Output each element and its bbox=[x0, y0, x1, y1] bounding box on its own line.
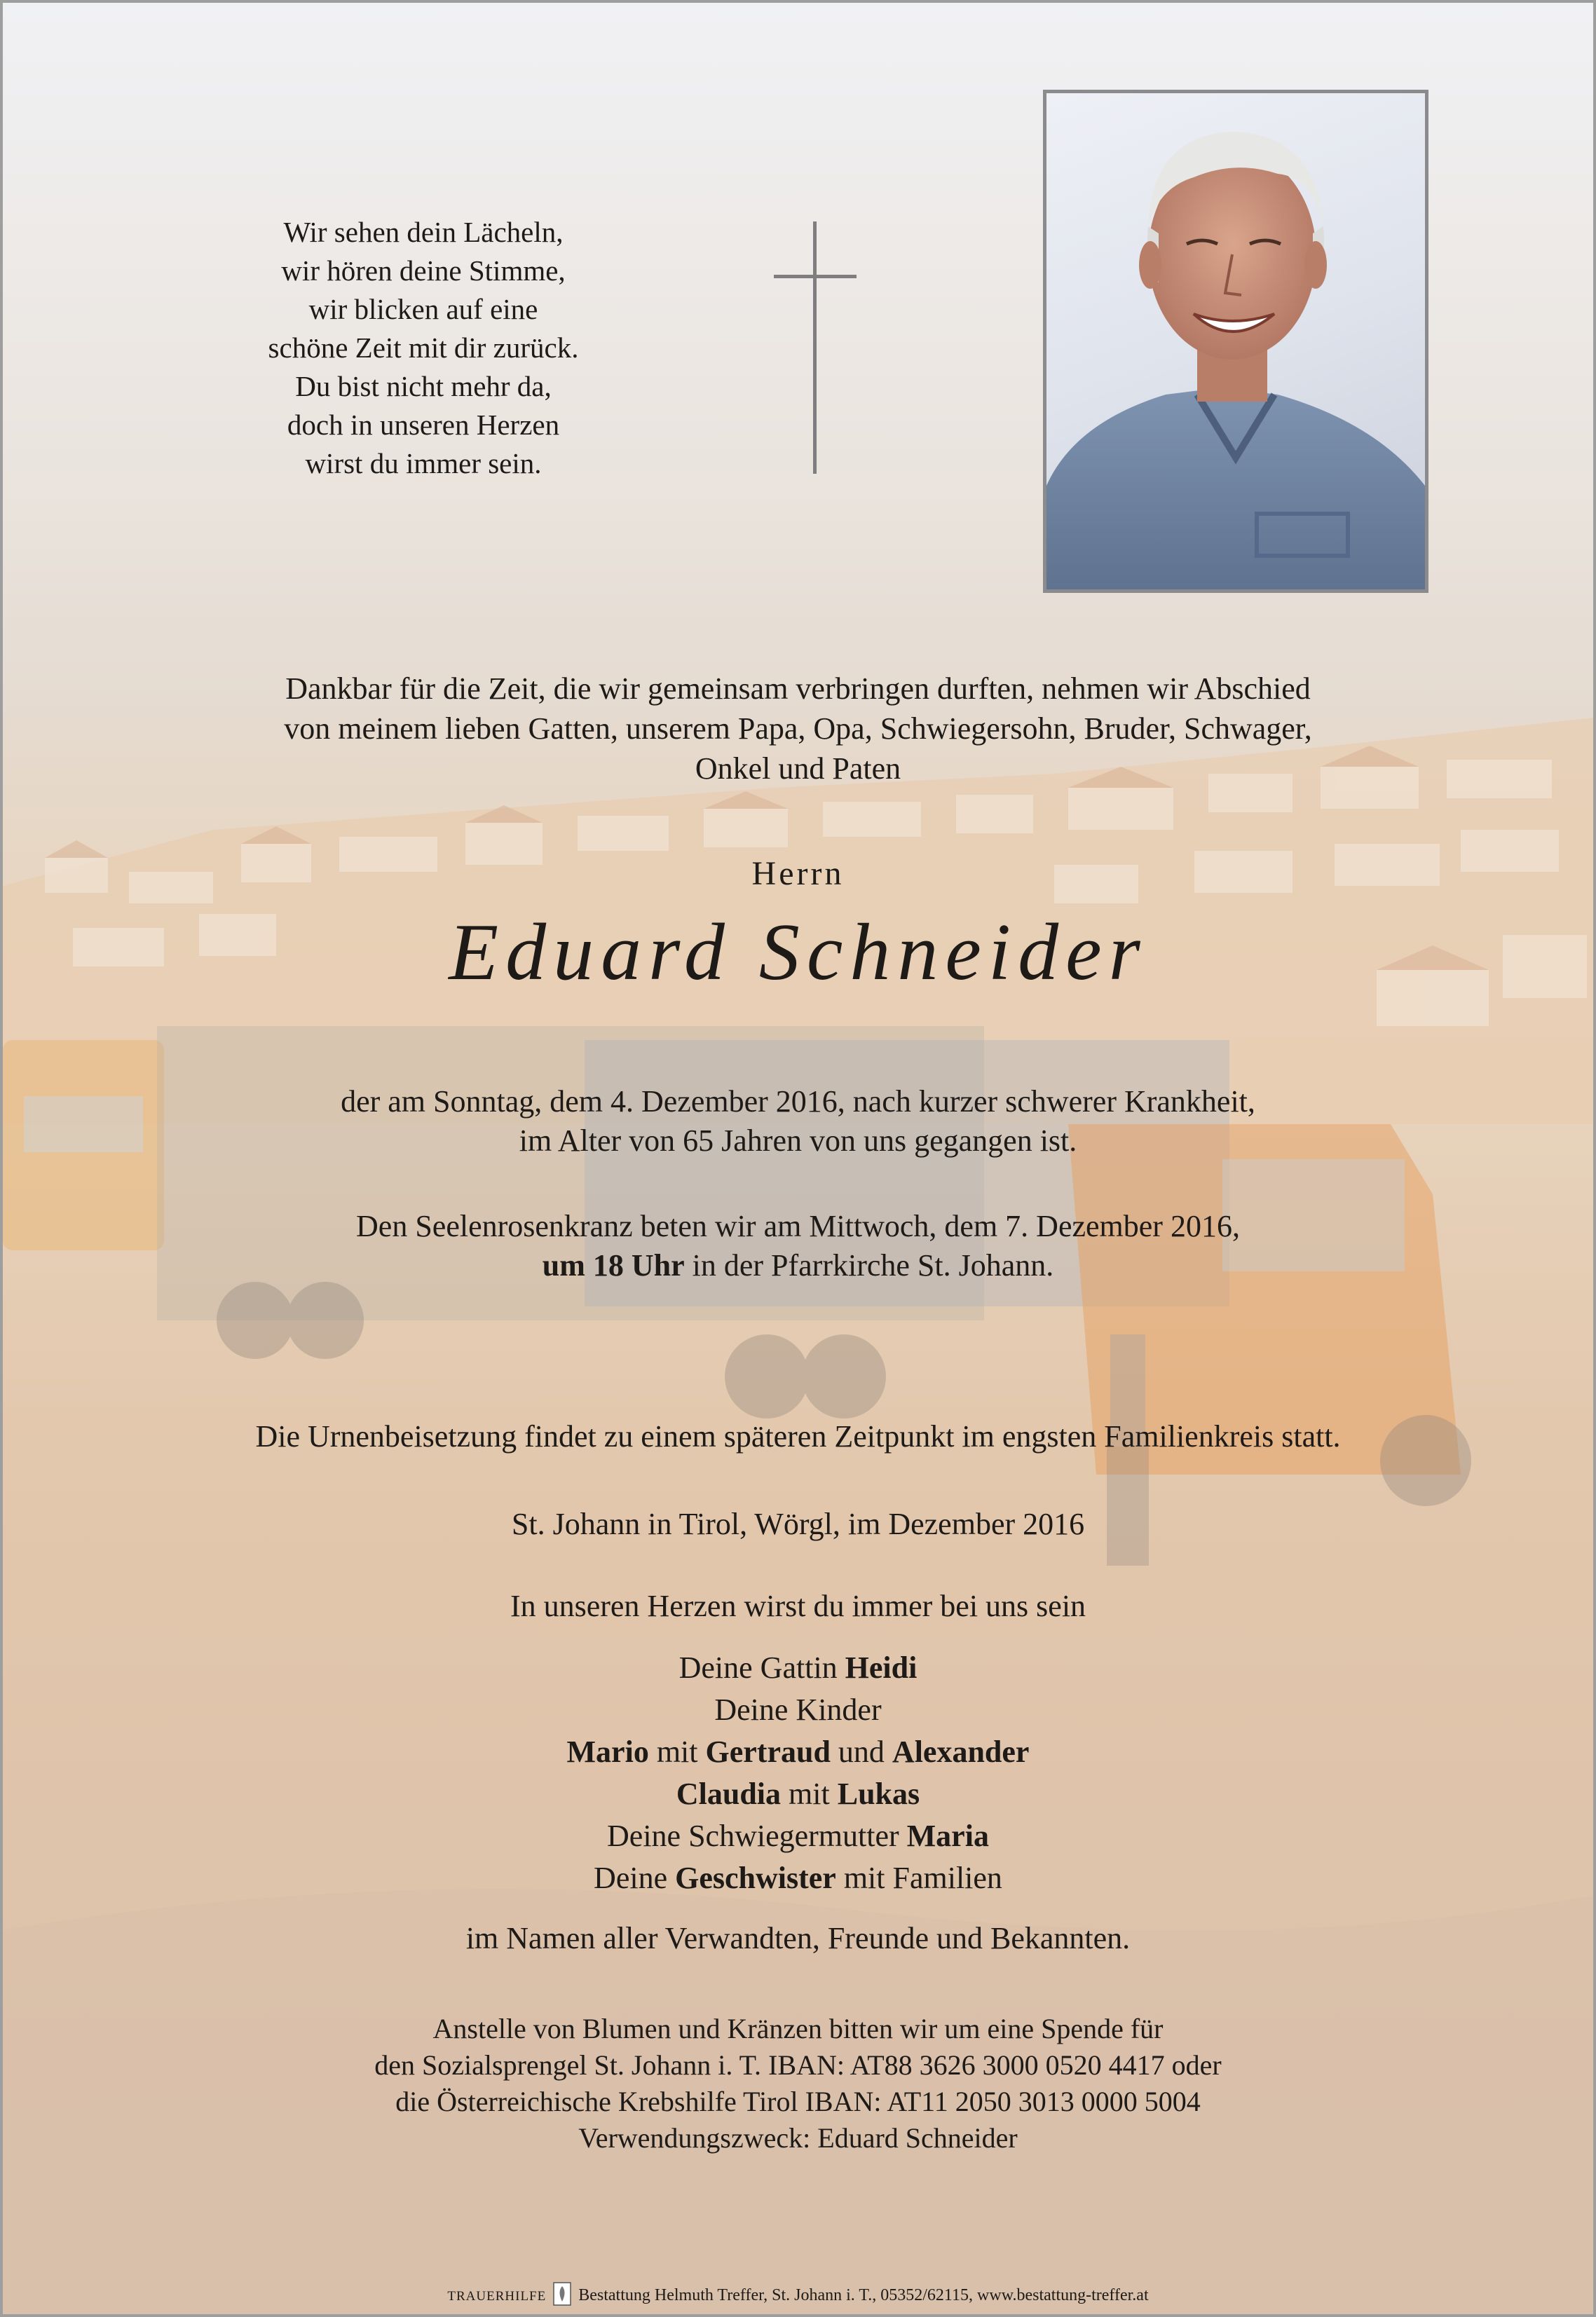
footer-tag: TRAUERHILFE bbox=[447, 2289, 547, 2304]
intro-line: Dankbar für die Zeit, die wir gemeinsam verbringen durften, nehmen wir Abschied bbox=[285, 671, 1311, 706]
poem bbox=[206, 213, 641, 483]
funeral-logo-icon bbox=[553, 2282, 571, 2306]
death-line: der am Sonntag, dem 4. Dezember 2016, nach kurzer schwerer Krankheit, bbox=[341, 1084, 1255, 1119]
rosary-notice bbox=[3, 1207, 1593, 1285]
death-line: im Alter von 65 Jahren von uns gegangen ist. bbox=[519, 1123, 1077, 1158]
portrait-photo bbox=[1043, 90, 1428, 593]
poem-line: Wir sehen dein Lächeln, bbox=[283, 216, 564, 248]
cross-icon bbox=[774, 221, 857, 474]
closing-phrase: In unseren Herzen wirst du immer bei uns sein bbox=[510, 1589, 1086, 1623]
mourner-child-2: Claudia mit Lukas bbox=[676, 1777, 920, 1811]
mourner-siblings: Deine Geschwister mit Familien bbox=[594, 1861, 1002, 1895]
mourner-child-1: Mario mit Gertraud und Alexander bbox=[566, 1735, 1030, 1769]
poem-line: Du bist nicht mehr da, bbox=[295, 370, 552, 402]
urn-notice: Die Urnenbeisetzung findet zu einem späteren Zeitpunkt im engsten Familienkreis statt. bbox=[255, 1419, 1341, 1454]
intro-text bbox=[3, 669, 1593, 788]
poem-line: wirst du immer sein. bbox=[305, 447, 542, 479]
mourners-list bbox=[3, 1647, 1593, 1899]
mourner-wife: Deine Gattin Heidi bbox=[678, 1650, 918, 1685]
salutation: Herrn bbox=[751, 855, 845, 892]
mourner-mother-in-law: Deine Schwiegermutter Maria bbox=[607, 1819, 989, 1853]
death-notice bbox=[3, 1082, 1593, 1161]
portrait-image bbox=[1046, 93, 1425, 589]
donation-line: Anstelle von Blumen und Kränzen bitten wir um eine Spende für bbox=[432, 2013, 1164, 2044]
on-behalf-text: im Namen aller Verwandten, Freunde und Bekannten. bbox=[465, 1921, 1131, 1955]
footer bbox=[3, 2282, 1593, 2307]
poem-line: wir hören deine Stimme, bbox=[281, 254, 566, 287]
donation-line: die Österreichische Krebshilfe Tirol IBAN: AT11 2050 3013 0000 5004 bbox=[395, 2086, 1201, 2117]
intro-line: Onkel und Paten bbox=[695, 751, 901, 786]
rosary-time: um 18 Uhr bbox=[542, 1248, 685, 1283]
rosary-line-2 bbox=[3, 1246, 1593, 1285]
donation-line: den Sozialsprengel St. Johann i. T. IBAN: AT88 3626 3000 0520 4417 oder bbox=[374, 2049, 1222, 2081]
place-date: St. Johann in Tirol, Wörgl, im Dezember 2016 bbox=[511, 1507, 1085, 1541]
poem-line: doch in unseren Herzen bbox=[287, 409, 560, 441]
rosary-location: in der Pfarrkirche St. Johann. bbox=[684, 1248, 1054, 1283]
mourner-children-heading: Deine Kinder bbox=[714, 1693, 882, 1727]
donation-request bbox=[3, 2011, 1593, 2157]
poem-line: wir blicken auf eine bbox=[308, 293, 538, 325]
footer-text: Bestattung Helmuth Treffer, St. Johann i. T., 05352/62115, www.bestattung-treffer.at bbox=[578, 2286, 1149, 2304]
rosary-line: Den Seelenrosenkranz beten wir am Mittwoch, dem 7. Dezember 2016, bbox=[356, 1209, 1240, 1243]
donation-line: Verwendungszweck: Eduard Schneider bbox=[578, 2122, 1018, 2154]
intro-line: von meinem lieben Gatten, unserem Papa, Opa, Schwiegersohn, Bruder, Schwager, bbox=[284, 711, 1312, 746]
poem-line: schöne Zeit mit dir zurück. bbox=[268, 332, 579, 364]
deceased-name: Eduard Schneider bbox=[449, 908, 1147, 997]
